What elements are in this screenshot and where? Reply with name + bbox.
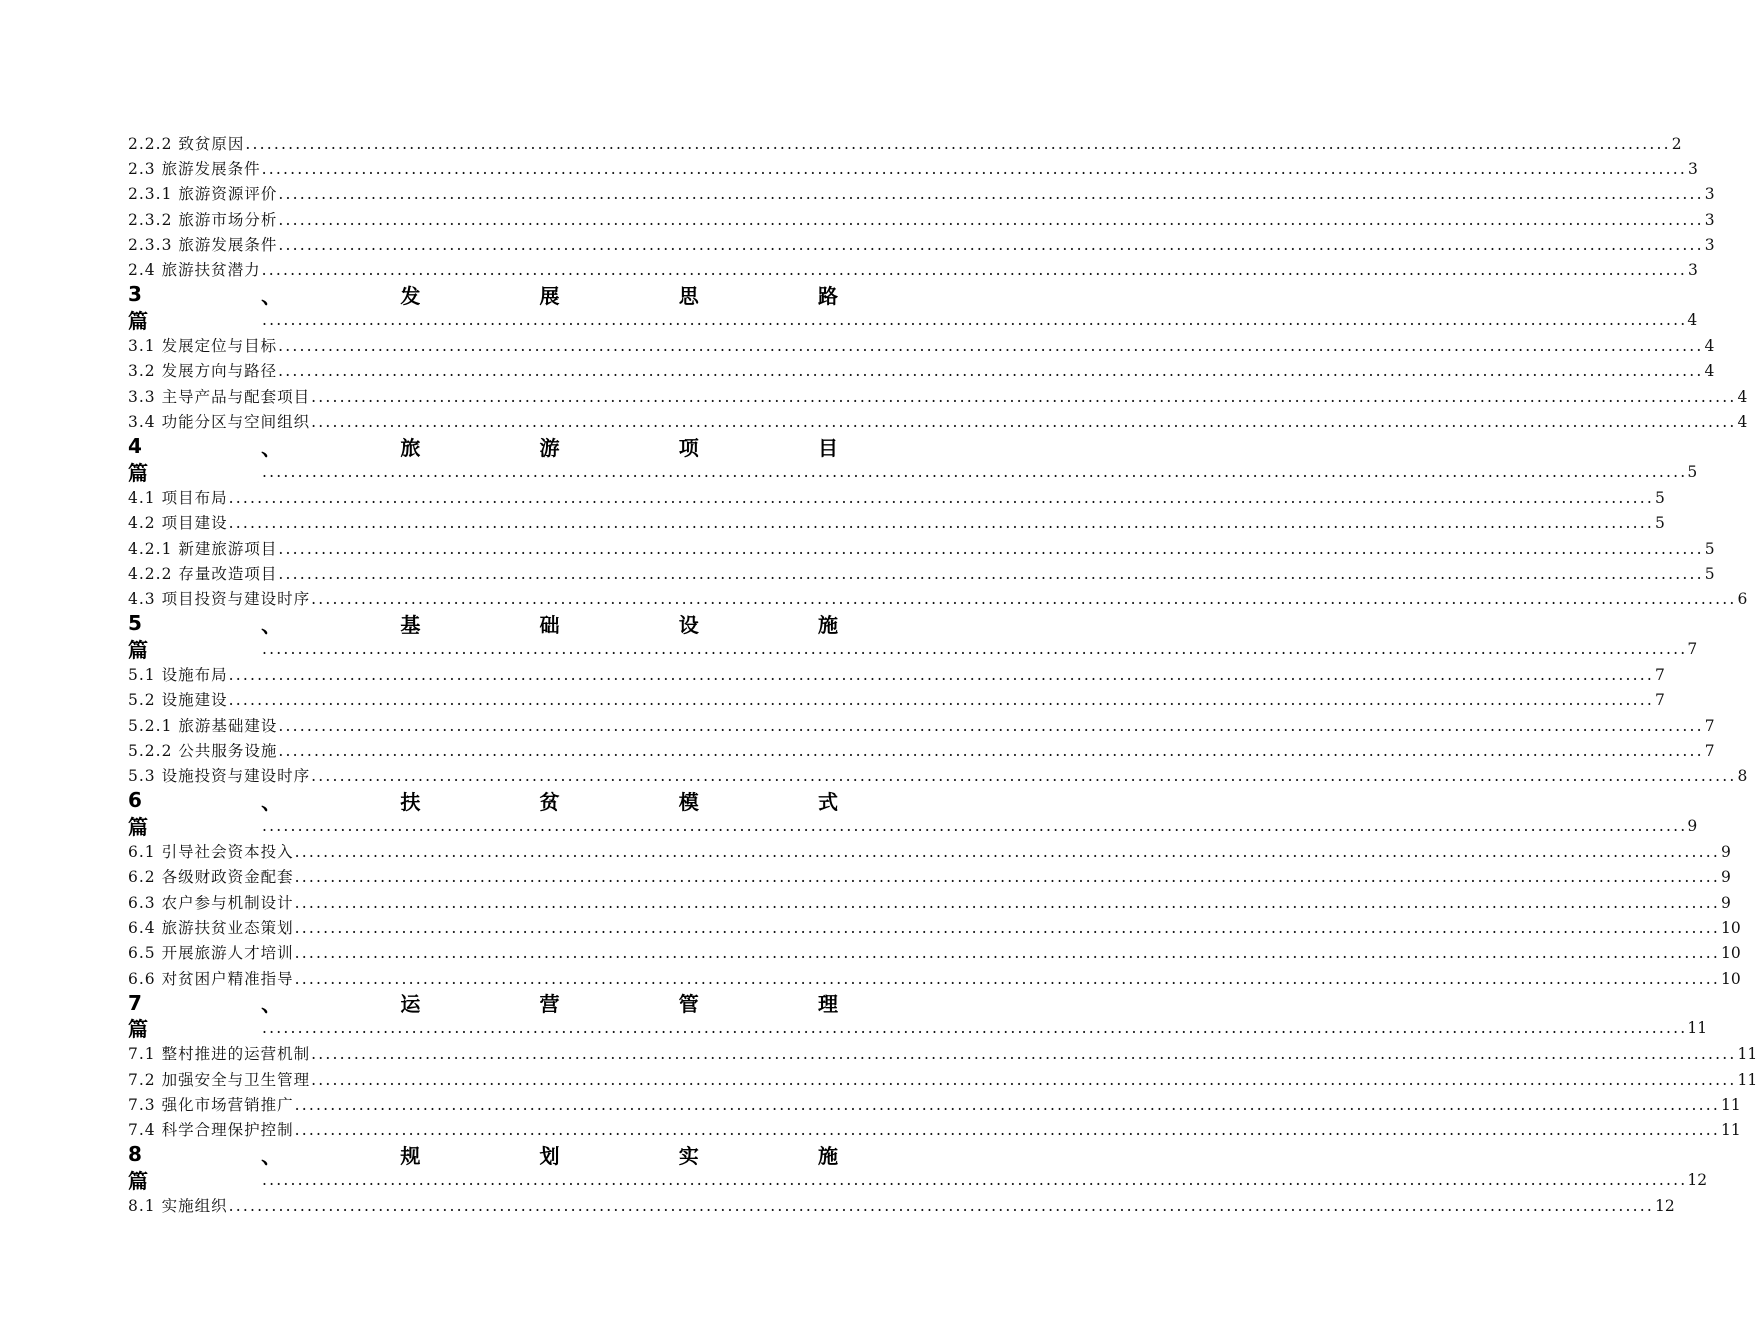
toc-page-number: 9 [1720,868,1731,887]
toc-chapter-title-char: 营 [539,992,560,1017]
toc-page-number: 6 [1737,590,1748,609]
toc-leader-dots: ........................................................................................................................................................................................................ [294,843,1720,862]
toc-entry-title: 2.4 旅游扶贫潜力 [128,261,261,280]
toc-page-number: 7 [1687,639,1698,658]
toc-page-number: 11 [1687,1019,1708,1038]
toc-chapter-title-char: 展 [539,283,560,308]
toc-entry-title: 5.3 设施投资与建设时序 [128,767,311,786]
toc-chapter-number: 7 [128,990,142,1015]
toc-chapter-title-char: 管 [678,992,699,1017]
toc-chapter-title-char: 思 [678,283,699,308]
toc-chapter-title-line [128,787,838,814]
toc-page-number: 10 [1720,969,1741,988]
toc-entry-title: 5.2.1 旅游基础建设 [128,716,278,735]
toc-page-number: 12 [1654,1197,1675,1216]
toc-page-number: 3 [1687,261,1698,280]
toc-entry-title: 3.1 发展定位与目标 [128,337,278,356]
toc-page-number: 4 [1704,337,1715,356]
toc-leader-dots: ........................................................................................................................................................................................................ [262,462,1688,481]
toc-chapter-title-line [128,989,838,1016]
toc-chapter-separator: 、 [261,283,282,308]
toc-entry-title: 8.1 实施组织 [128,1197,228,1216]
toc-chapter-title-char: 篇 [128,1168,148,1193]
toc-entry-title: 5.2 设施建设 [128,691,228,710]
toc-page-number: 5 [1654,488,1665,507]
toc-entry-title: 7.4 科学合理保护控制 [128,1121,294,1140]
toc-leader-dots: ........................................................................................................................................................................................................ [262,310,1688,329]
toc-chapter-entry[interactable] [128,610,1698,662]
toc-page-number: 12 [1687,1170,1708,1189]
toc-entry-title: 2.3 旅游发展条件 [128,160,261,179]
toc-page-number: 11 [1737,1070,1757,1089]
toc-leader-dots: ........................................................................................................................................................................................................ [262,816,1688,835]
toc-entry[interactable] [128,711,1715,736]
toc-chapter-separator: 、 [261,1143,282,1168]
toc-leader-dots: ........................................................................................................................................................................................................ [311,590,1737,609]
toc-chapter-title-char: 游 [539,435,560,460]
toc-page-number: 3 [1687,160,1698,179]
toc-entry-title: 6.2 各级财政资金配套 [128,868,294,887]
toc-chapter-title-line [128,433,838,460]
toc-entry-title: 4.2.2 存量改造项目 [128,564,278,583]
toc-entry[interactable] [128,534,1715,559]
toc-entry-title: 5.1 设施布局 [128,666,228,685]
toc-page-number: 5 [1704,539,1715,558]
toc-entry-title: 5.2.2 公共服务设施 [128,741,278,760]
toc-chapter-title-char: 设 [678,612,699,637]
toc-leader-dots: ........................................................................................................................................................................................................ [262,639,1688,658]
toc-leader-dots: ........................................................................................................................................................................................................ [262,1170,1688,1189]
toc-page-number: 7 [1704,741,1715,760]
toc-chapter-number: 3 [128,282,142,307]
toc-chapter-title-char: 篇 [128,814,148,839]
toc-leader-dots: ........................................................................................................................................................................................................ [278,337,1704,356]
toc-leader-dots: ........................................................................................................................................................................................................ [294,969,1720,988]
toc-leader-dots: ........................................................................................................................................................................................................ [278,741,1704,760]
toc-chapter-second-line [128,1015,1708,1042]
toc-page-number: 10 [1720,944,1741,963]
toc-chapter-second-line [128,1167,1708,1193]
toc-chapter-title-line [128,610,838,637]
toc-leader-dots: ........................................................................................................................................................................................................ [228,666,1654,685]
toc-page-number: 7 [1704,716,1715,735]
toc-leader-dots: ........................................................................................................................................................................................................ [261,261,1687,280]
toc-chapter-title-char: 模 [678,789,699,814]
toc-entry[interactable] [128,230,1715,255]
toc-entry[interactable] [128,1040,1757,1065]
toc-entry[interactable] [128,559,1715,584]
toc-chapter-title-char: 基 [400,612,421,637]
toc-leader-dots: ........................................................................................................................................................................................................ [294,868,1720,887]
toc-chapter-title-char: 运 [400,992,421,1017]
toc-chapter-title-char: 规 [400,1143,421,1168]
toc-page-number: 7 [1654,691,1665,710]
toc-leader-dots: ........................................................................................................................................................................................................ [278,362,1704,381]
toc-entry[interactable] [128,180,1715,205]
toc-entry[interactable] [128,837,1731,862]
toc-chapter-entry[interactable] [128,989,1708,1042]
toc-entry[interactable] [128,205,1715,230]
toc-entry-title: 7.2 加强安全与卫生管理 [128,1070,311,1089]
toc-entry-title: 2.2.2 致贫原因 [128,134,245,153]
toc-chapter-title-char: 划 [539,1143,560,1168]
toc-chapter-number: 4 [128,434,142,459]
toc-leader-dots: ........................................................................................................................................................................................................ [278,539,1704,558]
toc-entry[interactable] [128,1116,1741,1141]
toc-entry[interactable] [128,660,1665,685]
toc-page-number: 4 [1704,362,1715,381]
toc-chapter-second-line [128,307,1698,333]
toc-leader-dots: ........................................................................................................................................................................................................ [294,919,1720,937]
toc-page-number: 9 [1687,816,1698,835]
toc-page-number: 11 [1720,1096,1741,1115]
toc-entry[interactable] [128,761,1748,786]
toc-chapter-second-line [128,459,1698,485]
toc-chapter-title-line [128,281,838,308]
toc-chapter-title-char: 式 [817,789,838,814]
toc-chapter-entry[interactable] [128,1141,1708,1193]
toc-chapter-separator: 、 [261,789,282,814]
toc-leader-dots: ........................................................................................................................................................................................................ [228,514,1654,533]
toc-chapter-separator: 、 [261,435,282,460]
toc-chapter-title-char: 篇 [128,308,148,333]
table-of-contents [128,129,1757,1217]
toc-entry[interactable] [128,1065,1757,1090]
toc-page-number: 3 [1704,210,1715,229]
toc-page-number: 4 [1737,387,1748,406]
toc-leader-dots: ........................................................................................................................................................................................................ [278,235,1704,254]
toc-entry-title: 3.4 功能分区与空间组织 [128,413,311,432]
toc-leader-dots: ........................................................................................................................................................................................................ [245,134,1671,153]
toc-entry[interactable] [128,154,1698,179]
toc-entry-title: 4.2.1 新建旅游项目 [128,539,278,558]
toc-chapter-entry[interactable] [128,787,1698,839]
toc-chapter-entry[interactable] [128,281,1698,333]
toc-entry[interactable] [128,508,1665,533]
toc-entry-title: 6.3 农户参与机制设计 [128,893,294,912]
toc-page-number: 10 [1720,919,1741,937]
toc-chapter-title-char: 发 [400,283,421,308]
toc-page-number: 5 [1687,462,1698,481]
toc-page-number: 7 [1654,666,1665,685]
toc-leader-dots: ........................................................................................................................................................................................................ [278,716,1704,735]
toc-leader-dots: ........................................................................................................................................................................................................ [311,387,1737,406]
toc-leader-dots: ........................................................................................................................................................................................................ [294,893,1720,912]
toc-chapter-number: 8 [128,1142,142,1167]
toc-chapter-title-char: 贫 [539,789,560,814]
toc-entry[interactable] [128,129,1682,154]
toc-chapter-entry[interactable] [128,433,1698,485]
toc-chapter-number: 5 [128,611,142,636]
toc-chapter-title-char: 扶 [400,789,421,814]
toc-leader-dots: ........................................................................................................................................................................................................ [294,1121,1720,1140]
toc-page-number: 9 [1720,843,1731,862]
toc-page-number: 4 [1687,310,1698,329]
toc-entry[interactable] [128,1090,1741,1115]
toc-entry[interactable] [128,483,1665,508]
toc-entry[interactable] [128,255,1698,280]
toc-leader-dots: ........................................................................................................................................................................................................ [311,1045,1737,1064]
toc-chapter-title-line [128,1141,838,1168]
toc-entry[interactable] [128,863,1731,888]
toc-leader-dots: ........................................................................................................................................................................................................ [278,185,1704,204]
toc-chapter-second-line [128,636,1698,662]
toc-entry[interactable] [128,584,1748,609]
toc-leader-dots: ........................................................................................................................................................................................................ [228,691,1654,710]
toc-entry[interactable] [128,964,1741,989]
toc-leader-dots: ........................................................................................................................................................................................................ [228,488,1654,507]
toc-leader-dots: ........................................................................................................................................................................................................ [228,1197,1654,1216]
toc-entry[interactable] [128,913,1741,938]
toc-chapter-title-char: 路 [817,283,838,308]
toc-page-number: 11 [1737,1045,1757,1064]
toc-entry[interactable] [128,888,1731,913]
toc-chapter-title-char: 篇 [128,460,148,485]
toc-page-number: 11 [1720,1121,1741,1140]
toc-leader-dots: ........................................................................................................................................................................................................ [311,767,1737,786]
toc-entry[interactable] [128,1191,1675,1216]
toc-chapter-title-char: 篇 [128,637,148,662]
toc-entry[interactable] [128,407,1748,432]
toc-leader-dots: ........................................................................................................................................................................................................ [294,1096,1720,1115]
toc-chapter-title-char: 篇 [128,1017,148,1042]
toc-entry-title: 3.3 主导产品与配套项目 [128,387,311,406]
toc-leader-dots: ........................................................................................................................................................................................................ [311,413,1737,432]
toc-entry-title: 6.6 对贫困户精准指导 [128,969,294,988]
toc-leader-dots: ........................................................................................................................................................................................................ [311,1070,1737,1089]
toc-chapter-title-char: 施 [817,612,838,637]
toc-chapter-title-char: 项 [678,435,699,460]
toc-chapter-separator: 、 [261,612,282,637]
toc-entry[interactable] [128,686,1665,711]
toc-entry-title: 4.3 项目投资与建设时序 [128,590,311,609]
toc-entry[interactable] [128,357,1715,382]
toc-entry-title: 7.3 强化市场营销推广 [128,1096,294,1115]
toc-entry-title: 3.2 发展方向与路径 [128,362,278,381]
toc-entry-title: 7.1 整村推进的运营机制 [128,1045,311,1064]
toc-chapter-title-char: 实 [678,1143,699,1168]
toc-page-number: 3 [1704,185,1715,204]
toc-leader-dots: ........................................................................................................................................................................................................ [278,210,1704,229]
toc-entry[interactable] [128,939,1741,964]
toc-page-number: 2 [1671,134,1682,153]
toc-page-number: 8 [1737,767,1748,786]
toc-leader-dots: ........................................................................................................................................................................................................ [294,944,1720,963]
toc-leader-dots: ........................................................................................................................................................................................................ [278,564,1704,583]
toc-chapter-title-char: 理 [817,992,838,1017]
toc-page-number: 5 [1704,564,1715,583]
toc-leader-dots: ........................................................................................................................................................................................................ [262,1019,1688,1038]
toc-page-number: 4 [1737,413,1748,432]
toc-page-number: 5 [1654,514,1665,533]
toc-entry-title: 4.2 项目建设 [128,514,228,533]
toc-entry[interactable] [128,736,1715,761]
toc-chapter-title-char: 施 [817,1143,838,1168]
toc-chapter-title-char: 础 [539,612,560,637]
toc-entry-title: 4.1 项目布局 [128,488,228,507]
toc-page-number: 3 [1704,235,1715,254]
toc-entry[interactable] [128,382,1748,407]
toc-chapter-second-line [128,813,1698,839]
toc-chapter-title-char: 目 [817,435,838,460]
toc-chapter-title-char: 旅 [400,435,421,460]
toc-entry-title: 2.3.2 旅游市场分析 [128,210,278,229]
toc-chapter-separator: 、 [261,992,282,1017]
toc-entry-title: 6.1 引导社会资本投入 [128,843,294,862]
toc-entry-title: 6.4 旅游扶贫业态策划 [128,919,294,937]
toc-page-number: 9 [1720,893,1731,912]
toc-leader-dots: ........................................................................................................................................................................................................ [261,160,1687,179]
toc-entry-title: 6.5 开展旅游人才培训 [128,944,294,963]
toc-entry[interactable] [128,331,1715,356]
toc-chapter-number: 6 [128,788,142,813]
toc-entry-title: 2.3.3 旅游发展条件 [128,235,278,254]
toc-entry-title: 2.3.1 旅游资源评价 [128,185,278,204]
